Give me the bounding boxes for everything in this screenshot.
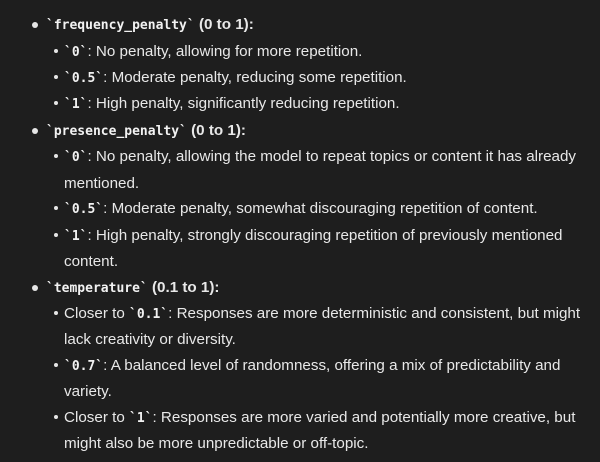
bullet-dot bbox=[54, 101, 58, 105]
item-prefix: Closer to bbox=[64, 305, 129, 322]
param-range: (0 to 1): bbox=[198, 16, 254, 33]
code-value: `1` bbox=[64, 97, 88, 112]
list-item bbox=[64, 94, 400, 114]
param-heading bbox=[46, 121, 246, 141]
bullet-dot bbox=[32, 285, 38, 291]
code-value: `0.5` bbox=[64, 71, 104, 86]
item-text: : Moderate penalty, reducing some repetition. bbox=[103, 69, 407, 86]
list-item bbox=[64, 356, 560, 376]
bullet-dot bbox=[54, 363, 58, 367]
item-text: : A balanced level of randomness, offering a mix of predictability and bbox=[103, 357, 561, 374]
list-item bbox=[64, 408, 575, 428]
item-text: : No penalty, allowing for more repetition. bbox=[87, 43, 363, 60]
list-item bbox=[64, 68, 407, 88]
code-value: `0.7` bbox=[64, 359, 104, 374]
code-value: `0.1` bbox=[129, 307, 169, 322]
code-value: `1` bbox=[129, 411, 153, 426]
list-item bbox=[64, 304, 580, 324]
bullet-dot bbox=[54, 415, 58, 419]
code-value: `0.5` bbox=[64, 202, 104, 217]
item-text: : Responses are more varied and potentially more creative, but bbox=[152, 409, 576, 426]
param-name: `temperature` bbox=[46, 281, 148, 296]
list-item bbox=[64, 226, 563, 246]
code-value: `0` bbox=[64, 150, 88, 165]
list-item bbox=[64, 199, 538, 219]
item-text-continuation: variety. bbox=[64, 383, 112, 400]
bullet-dot bbox=[54, 233, 58, 237]
bullet-dot bbox=[54, 311, 58, 315]
param-range: (0.1 to 1): bbox=[151, 279, 220, 296]
bullet-dot bbox=[54, 154, 58, 158]
bullet-dot bbox=[54, 49, 58, 53]
bullet-dot bbox=[32, 22, 38, 28]
param-name: `presence_penalty` bbox=[46, 124, 187, 139]
item-text: : Responses are more deterministic and consistent, but might bbox=[168, 305, 581, 322]
bullet-dot bbox=[32, 128, 38, 134]
item-text: : High penalty, significantly reducing repetition. bbox=[87, 95, 400, 112]
item-text: : High penalty, strongly discouraging repetition of previously mentioned bbox=[87, 227, 563, 244]
item-text-continuation: content. bbox=[64, 253, 119, 270]
param-name: `frequency_penalty` bbox=[46, 18, 195, 33]
item-text: : Moderate penalty, somewhat discouraging repetition of content. bbox=[103, 200, 538, 217]
item-text-continuation: lack creativity or diversity. bbox=[64, 331, 236, 348]
param-heading bbox=[46, 278, 220, 298]
item-prefix: Closer to bbox=[64, 409, 129, 426]
bullet-dot bbox=[54, 206, 58, 210]
bullet-dot bbox=[54, 75, 58, 79]
list-item bbox=[64, 42, 362, 62]
item-text-continuation: might also be more unpredictable or off-topic. bbox=[64, 435, 369, 452]
item-text: : No penalty, allowing the model to repeat topics or content it has already bbox=[87, 148, 577, 165]
param-range: (0 to 1): bbox=[191, 122, 246, 139]
item-text-continuation: mentioned. bbox=[64, 175, 140, 192]
list-item bbox=[64, 147, 576, 167]
param-heading bbox=[46, 15, 254, 35]
code-value: `1` bbox=[64, 229, 88, 244]
code-value: `0` bbox=[64, 45, 88, 60]
